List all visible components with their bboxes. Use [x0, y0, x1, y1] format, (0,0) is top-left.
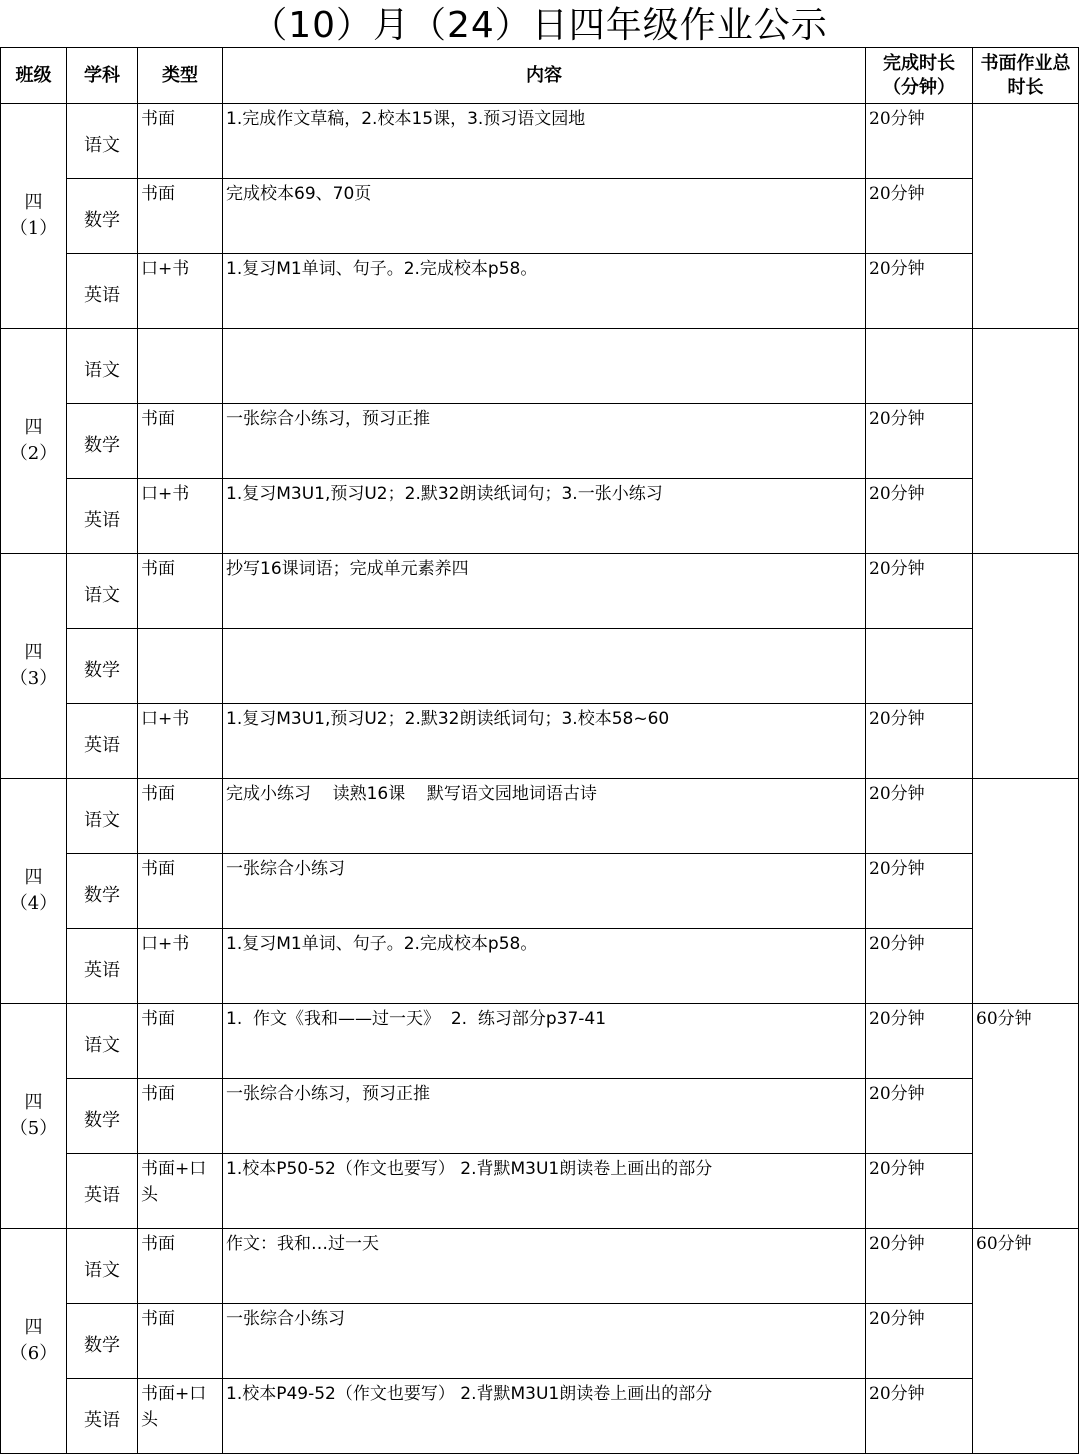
subject-cell: 英语	[67, 479, 138, 554]
table-row	[1, 554, 1079, 629]
subject-cell: 数学	[67, 854, 138, 929]
type-cell: 书面	[138, 554, 223, 629]
type-cell: 口+书	[138, 929, 223, 1004]
type-cell: 书面	[138, 1304, 223, 1379]
subject-cell: 语文	[67, 329, 138, 404]
class-name-cell: 四 （4）	[1, 779, 67, 1004]
content-cell: 一张综合小练习	[223, 1304, 866, 1379]
homework-table	[0, 47, 1079, 1454]
total-time-cell	[973, 104, 1079, 329]
time-cell: 20分钟	[866, 854, 973, 929]
header-row	[1, 48, 1079, 104]
subject-cell: 语文	[67, 779, 138, 854]
time-cell: 20分钟	[866, 179, 973, 254]
content-cell: 作文：我和…过一天	[223, 1229, 866, 1304]
total-time-cell: 60分钟	[973, 1004, 1079, 1229]
time-cell: 20分钟	[866, 404, 973, 479]
subject-cell: 数学	[67, 1304, 138, 1379]
subject-cell: 英语	[67, 929, 138, 1004]
type-cell: 书面	[138, 404, 223, 479]
subject-cell: 语文	[67, 554, 138, 629]
class-name-cell: 四 （1）	[1, 104, 67, 329]
class-name-cell: 四 （6）	[1, 1229, 67, 1454]
type-cell: 书面+口头	[138, 1154, 223, 1229]
content-cell: 1.校本P49-52（作文也要写） 2.背默M3U1朗读卷上画出的部分	[223, 1379, 866, 1454]
content-cell: 一张综合小练习，预习正推	[223, 1079, 866, 1154]
table-row	[1, 1004, 1079, 1079]
type-cell: 书面	[138, 779, 223, 854]
content-cell: 1.完成作文草稿，2.校本15课，3.预习语文园地	[223, 104, 866, 179]
time-cell: 20分钟	[866, 1004, 973, 1079]
table-row	[1, 704, 1079, 779]
subject-cell: 语文	[67, 104, 138, 179]
type-cell	[138, 329, 223, 404]
time-cell	[866, 329, 973, 404]
content-cell: 1.复习M3U1,预习U2；2.默32朗读纸词句；3.一张小练习	[223, 479, 866, 554]
type-cell: 书面	[138, 1229, 223, 1304]
time-cell: 20分钟	[866, 1229, 973, 1304]
content-cell	[223, 629, 866, 704]
table-row	[1, 629, 1079, 704]
subject-cell: 英语	[67, 1154, 138, 1229]
class-name-cell: 四 （3）	[1, 554, 67, 779]
type-cell: 书面	[138, 104, 223, 179]
table-row	[1, 1229, 1079, 1304]
table-row	[1, 479, 1079, 554]
subject-cell: 语文	[67, 1004, 138, 1079]
type-cell: 书面+口头	[138, 1379, 223, 1454]
class-name-cell: 四 （5）	[1, 1004, 67, 1229]
table-row	[1, 929, 1079, 1004]
subject-cell: 语文	[67, 1229, 138, 1304]
table-row	[1, 254, 1079, 329]
type-cell: 口+书	[138, 254, 223, 329]
header-type: 类型	[138, 48, 223, 104]
type-cell	[138, 629, 223, 704]
subject-cell: 数学	[67, 629, 138, 704]
time-cell: 20分钟	[866, 779, 973, 854]
content-cell: 完成小练习 读熟16课 默写语文园地词语古诗	[223, 779, 866, 854]
content-cell: 1.校本P50-52（作文也要写） 2.背默M3U1朗读卷上画出的部分	[223, 1154, 866, 1229]
content-cell: 一张综合小练习	[223, 854, 866, 929]
subject-cell: 英语	[67, 704, 138, 779]
content-cell: 一张综合小练习，预习正推	[223, 404, 866, 479]
time-cell: 20分钟	[866, 1379, 973, 1454]
time-cell: 20分钟	[866, 1304, 973, 1379]
table-row	[1, 404, 1079, 479]
time-cell: 20分钟	[866, 254, 973, 329]
class-name-cell: 四 （2）	[1, 329, 67, 554]
type-cell: 书面	[138, 1004, 223, 1079]
time-cell: 20分钟	[866, 1154, 973, 1229]
content-cell: 1.复习M1单词、句子。2.完成校本p58。	[223, 254, 866, 329]
page-title: （10）月（24）日四年级作业公示	[251, 5, 828, 46]
table-row	[1, 1304, 1079, 1379]
type-cell: 口+书	[138, 479, 223, 554]
table-row	[1, 779, 1079, 854]
header-content: 内容	[223, 48, 866, 104]
type-cell: 书面	[138, 854, 223, 929]
table-body	[1, 104, 1079, 1454]
subject-cell: 英语	[67, 1379, 138, 1454]
header-total: 书面作业总时长	[973, 48, 1079, 104]
subject-cell: 英语	[67, 254, 138, 329]
subject-cell: 数学	[67, 179, 138, 254]
time-cell: 20分钟	[866, 479, 973, 554]
table-row	[1, 329, 1079, 404]
table-row	[1, 179, 1079, 254]
total-time-cell	[973, 779, 1079, 1004]
table-row	[1, 1079, 1079, 1154]
content-cell: 1.复习M1单词、句子。2.完成校本p58。	[223, 929, 866, 1004]
time-cell: 20分钟	[866, 104, 973, 179]
time-cell: 20分钟	[866, 704, 973, 779]
total-time-cell	[973, 329, 1079, 554]
content-cell: 1.复习M3U1,预习U2；2.默32朗读纸词句；3.校本58~60	[223, 704, 866, 779]
time-cell: 20分钟	[866, 554, 973, 629]
subject-cell: 数学	[67, 1079, 138, 1154]
type-cell: 书面	[138, 179, 223, 254]
header-subject: 学科	[67, 48, 138, 104]
content-cell	[223, 329, 866, 404]
table-row	[1, 854, 1079, 929]
header-time: 完成时长（分钟）	[866, 48, 973, 104]
content-cell: 完成校本69、70页	[223, 179, 866, 254]
content-cell: 1. 作文《我和——过一天》 2. 练习部分p37-41	[223, 1004, 866, 1079]
content-cell: 抄写16课词语；完成单元素养四	[223, 554, 866, 629]
table-row	[1, 1379, 1079, 1454]
time-cell: 20分钟	[866, 929, 973, 1004]
time-cell	[866, 629, 973, 704]
type-cell: 书面	[138, 1079, 223, 1154]
total-time-cell	[973, 554, 1079, 779]
type-cell: 口+书	[138, 704, 223, 779]
table-row	[1, 1154, 1079, 1229]
subject-cell: 数学	[67, 404, 138, 479]
total-time-cell: 60分钟	[973, 1229, 1079, 1454]
time-cell: 20分钟	[866, 1079, 973, 1154]
table-row	[1, 104, 1079, 179]
header-class: 班级	[1, 48, 67, 104]
